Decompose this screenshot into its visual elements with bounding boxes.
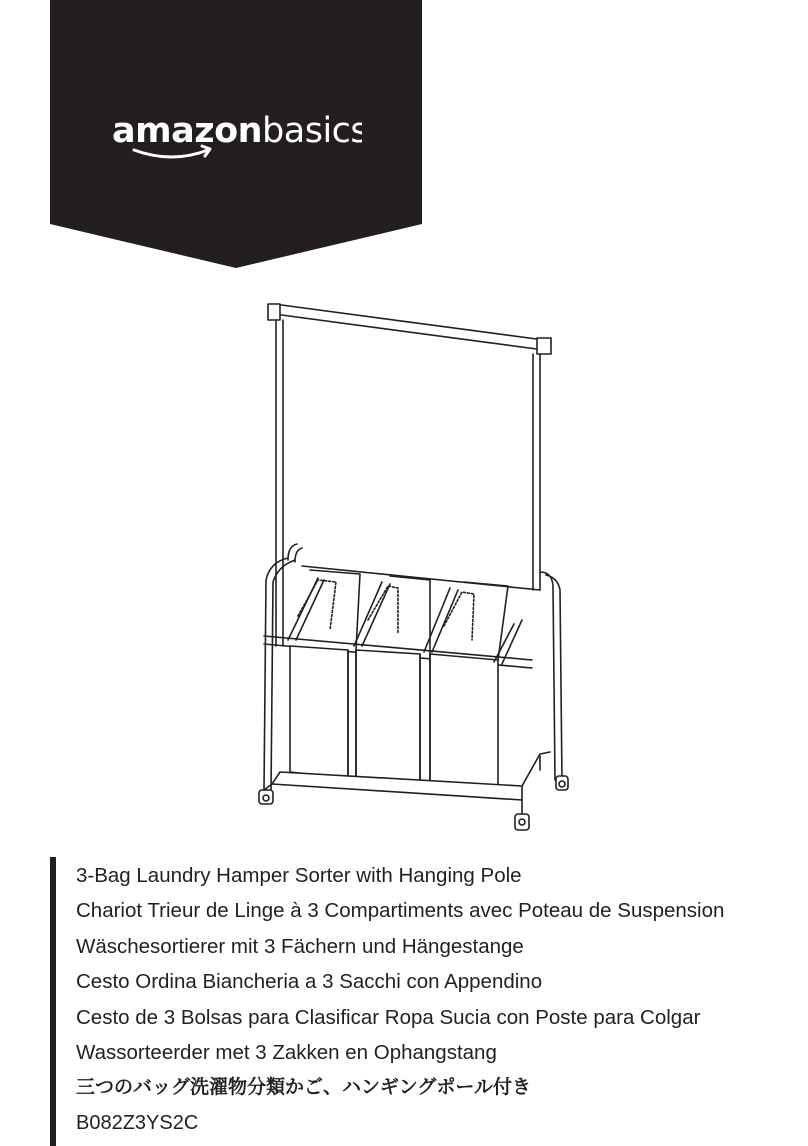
title-ja: 三つのバッグ洗濯物分類かご、ハンギングポール付き (76, 1076, 532, 1099)
logo-text-light: basics (262, 111, 362, 151)
title-en: 3-Bag Laundry Hamper Sorter with Hanging Pole (76, 864, 522, 887)
product-sku: B082Z3YS2C (76, 1111, 199, 1134)
title-es: Cesto de 3 Bolsas para Clasificar Ropa Sucia con Poste para Colgar (76, 1005, 701, 1029)
logo-text-bold: amazon (112, 111, 263, 151)
laundry-hamper-sorter-illustration (240, 290, 570, 840)
amazonbasics-logo (112, 108, 362, 168)
svg-text:amazonbasics (112, 111, 362, 151)
title-de: Wäschesortierer mit 3 Fächern und Hängestange (76, 934, 524, 958)
smile-arrow-icon (134, 150, 208, 157)
title-nl: Wassorteerder met 3 Zakken en Ophangstang (76, 1040, 497, 1064)
title-rule (50, 857, 56, 1146)
title-fr: Chariot Trieur de Linge à 3 Compartiments avec Poteau de Suspension (76, 899, 725, 923)
product-illustration (240, 290, 570, 840)
product-titles (76, 858, 796, 1141)
title-it: Cesto Ordina Biancheria a 3 Sacchi con Appendino (76, 970, 543, 994)
